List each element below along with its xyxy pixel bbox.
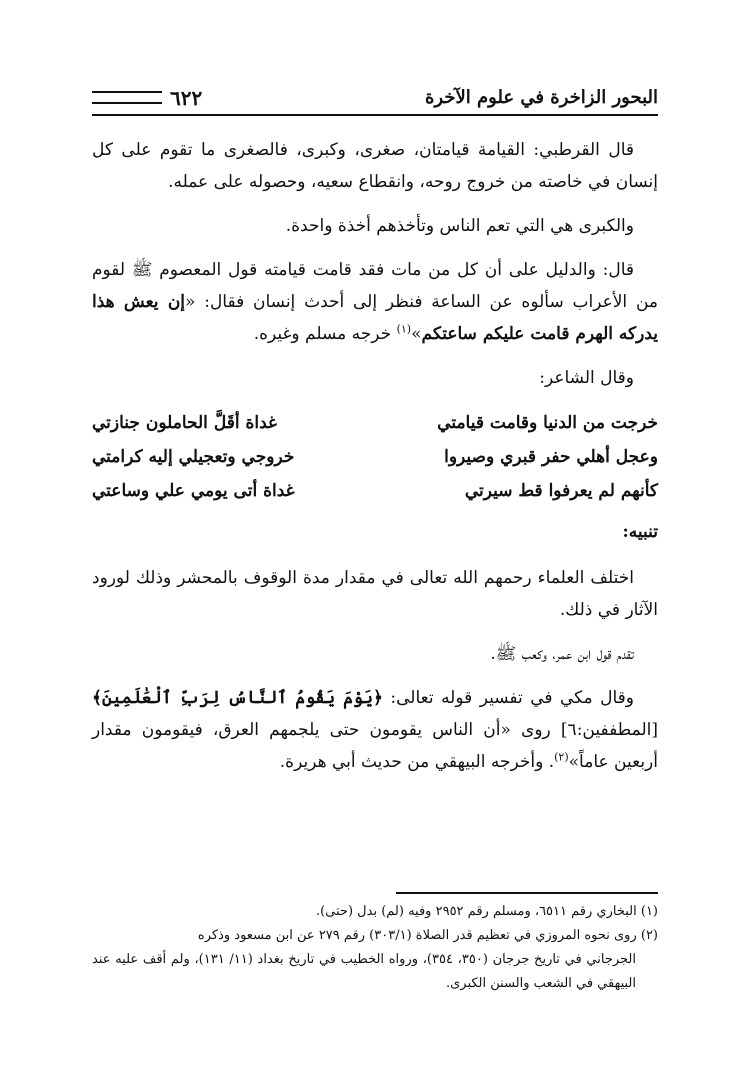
quote-close: »: [411, 324, 422, 344]
evidence-source: خرجه مسلم وغيره.: [253, 324, 397, 344]
poem-verse: [92, 440, 658, 474]
verse-first-half: وعجل أهلي حفر قبري وصيروا: [444, 447, 658, 467]
paragraph-qurtubi: قال القرطبي: القيامة قيامتان، صغرى، وكبرى، فالصغرى ما تقوم على كل إنسان في خاصته من خروج روحه، وانقطاع سعيه، وحصوله على عمله.: [92, 140, 658, 192]
evidence-text: قال: والدليل على أن كل من مات فقد قامت قيامته قول المعصوم ﷺ لقوم من الأعراب سألوه عن الساعة فنظر إلى أحدث إنسان فقال: «: [92, 260, 658, 312]
verse-second-half: غداة أتى يومي علي وساعتي: [92, 481, 295, 501]
hadith-quote: إن يعش هذا يدركه الهرم قامت عليكم ساعتكم: [92, 292, 658, 344]
paragraph-disagreement: اختلف العلماء رحمهم الله تعالى في مقدار مدة الوقوف بالمحشر وذلك لورود الآثار في ذلك.: [92, 568, 658, 620]
quran-verse: ﴿يَوْمَ يَقُومُ ٱلنَّاسُ لِرَبِّ ٱلْعَٰلَمِينَ﴾: [92, 688, 383, 708]
footnotes: [92, 900, 658, 996]
book-page: [92, 70, 658, 991]
paragraph-previous: تقدم قول ابن عمر، وكعب ﷺ.: [490, 644, 634, 664]
poem-verse: [92, 474, 658, 508]
header-divider: [92, 114, 658, 116]
paragraph-kubra: والكبرى هي التي تعم الناس وتأخذهم أخذة واحدة.: [285, 216, 634, 236]
header-double-rule: [92, 91, 162, 104]
page-header: [92, 70, 658, 114]
running-title: البحور الزاخرة في علوم الآخرة: [424, 87, 658, 108]
makki-narration: [المطففين:٦] روى «أن الناس يقومون حتى يلجمهم العرق، فيقومون مقدار أربعين عاماً»: [92, 720, 658, 772]
verse-second-half: غداة أقَلَّ الحاملون جنازتي: [92, 413, 277, 433]
paragraph-makki: [92, 682, 658, 778]
footnote-1: (١) البخاري رقم ٦٥١١، ومسلم رقم ٢٩٥٢ وفيه (لم) بدل (حتى).: [315, 904, 658, 919]
verse-second-half: خروجي وتعجيلي إليه كرامتي: [92, 447, 295, 467]
footnote-divider: [396, 892, 658, 894]
footnote-ref-2[interactable]: (٢): [554, 750, 569, 764]
footnote-ref-1[interactable]: (١): [396, 322, 412, 336]
page-number-block: [92, 86, 202, 114]
footnote-2: [92, 924, 658, 996]
main-text: [92, 134, 658, 790]
footnote-2-line: (٢) روى نحوه المروزي في تعظيم قدر الصلاة (٣٠٣/١) رقم ٢٧٩ عن ابن مسعود وذكره: [197, 928, 658, 943]
footnote-2-continuation: الجرجاني في تاريخ جرجان (٣٥٠، ٣٥٤)، ورواه الخطيب في تاريخ بغداد (١١/ ١٣١)، ولم أقف عليه عند البيهقي في الشعب والسنن الكبرى.: [92, 952, 636, 991]
verse-first-half: كأنهم لم يعرفوا قط سيرتي: [464, 481, 658, 501]
section-heading-note: تنبيه:: [622, 522, 658, 542]
makki-text: وقال مكي في تفسير قوله تعالى:: [382, 688, 634, 708]
paragraph-poet: وقال الشاعر:: [539, 368, 634, 388]
verse-first-half: خرجت من الدنيا وقامت قيامتي: [437, 413, 658, 433]
poem-verse: [92, 406, 658, 440]
page-number: ٦٢٢: [170, 86, 203, 110]
makki-source: . وأخرجه البيهقي من حديث أبي هريرة.: [279, 752, 555, 772]
paragraph-evidence: [92, 254, 658, 350]
poem: [92, 406, 658, 508]
